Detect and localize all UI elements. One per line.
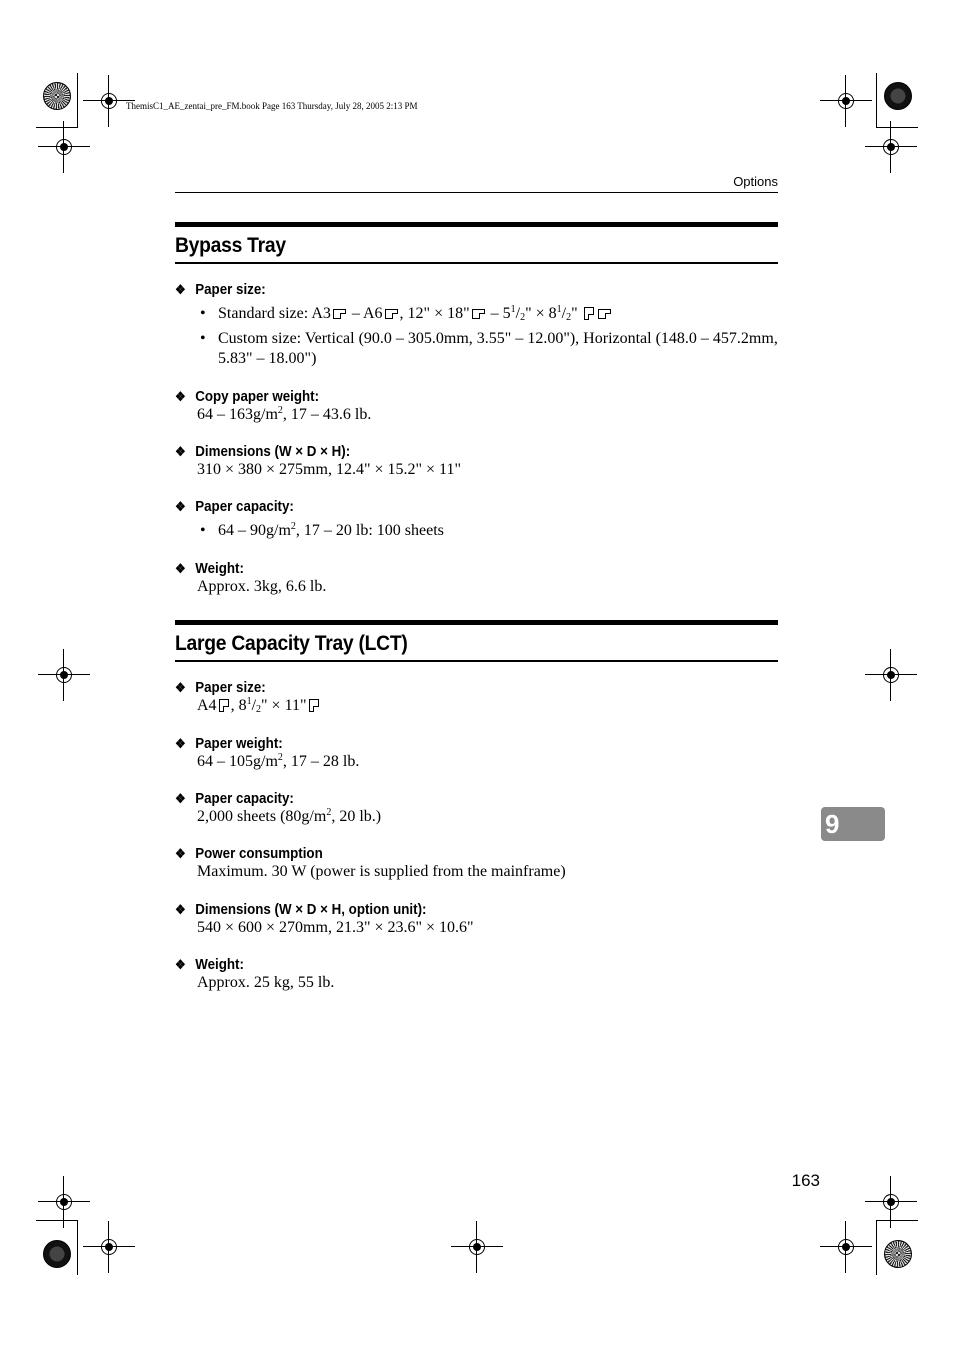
spec-dimensions: [175, 444, 778, 480]
crop-mark: [77, 1220, 78, 1275]
spec-heading: ❖ Weight:: [175, 561, 244, 577]
spec-paper-size: [175, 680, 778, 716]
diamond-bullet-icon: ❖: [175, 444, 186, 459]
crop-mark: [36, 127, 78, 128]
section-title: Large Capacity Tray (LCT): [175, 632, 408, 655]
spec-heading: ❖ Paper capacity:: [175, 791, 294, 807]
section-bypass-tray: [175, 222, 778, 264]
crop-mark: [77, 73, 78, 128]
diamond-bullet-icon: ❖: [175, 736, 186, 751]
spec-power-consumption: [175, 846, 778, 882]
spec-value: 540 × 600 × 270mm, 21.3" × 23.6" × 10.6": [197, 919, 474, 936]
running-header: Options: [733, 174, 778, 189]
print-slug: ThemisC1_AE_zentai_pre_FM.book Page 163 Thursday, July 28, 2005 2:13 PM: [126, 101, 418, 111]
crop-mark: [876, 1220, 877, 1275]
crop-mark: [876, 73, 877, 128]
list-item: • Standard size: A3 – A6 , 12" × 18" – $5^1/_2$" × $8^1/_2$": [175, 304, 778, 324]
landscape-paper-icon: [472, 309, 485, 319]
spec-dimensions: [175, 902, 778, 938]
registration-mark-icon: [881, 665, 901, 685]
registration-mark-icon: [881, 137, 901, 157]
section-title: Bypass Tray: [175, 234, 286, 257]
spec-paper-capacity: [175, 499, 778, 541]
diamond-bullet-icon: ❖: [175, 846, 186, 861]
portrait-paper-icon: [309, 699, 319, 712]
spec-value: 310 × 380 × 275mm, 12.4" × 15.2" × 11": [197, 461, 461, 478]
portrait-paper-icon: [219, 699, 229, 712]
spec-value: Approx. 3kg, 6.6 lb.: [197, 578, 327, 595]
spec-value: Maximum. 30 W (power is supplied from the mainframe): [197, 863, 566, 880]
spec-heading: ❖ Copy paper weight:: [175, 389, 320, 405]
spec-value: $64 - 163g/m^2$, 17 – 43.6 lb.: [197, 405, 372, 423]
spec-heading: ❖ Dimensions (W × D × H):: [175, 444, 351, 460]
list-item: • $64 - 90g/m^2$, 17 – 20 lb: 100 sheets: [200, 521, 444, 539]
spec-value: $64 - 105g/m^2$, 17 – 28 lb.: [197, 752, 360, 770]
registration-mark-icon: [467, 1237, 487, 1257]
spec-heading: ❖ Dimensions (W × D × H, option unit):: [175, 902, 427, 918]
registration-mark-icon: [836, 91, 856, 111]
spec-heading: ❖ Weight:: [175, 957, 244, 973]
registration-mark-icon: [54, 665, 74, 685]
landscape-paper-icon: [333, 309, 346, 319]
diamond-bullet-icon: ❖: [175, 680, 186, 695]
section-rule: [175, 262, 778, 264]
spec-heading: ❖ Paper size:: [175, 282, 266, 298]
diamond-bullet-icon: ❖: [175, 791, 186, 806]
spec-heading: ❖ Power consumption: [175, 846, 323, 862]
page-number: 163: [791, 1171, 820, 1190]
diamond-bullet-icon: ❖: [175, 282, 186, 297]
spec-value: Approx. 25 kg, 55 lb.: [197, 974, 335, 991]
landscape-paper-icon: [598, 309, 611, 319]
color-bar-icon: [43, 1240, 71, 1268]
spec-value: A4 , $8^1/_2$" × 11": [197, 696, 778, 716]
registration-mark-icon: [881, 1192, 901, 1212]
spec-paper-weight: [175, 736, 778, 772]
registration-mark-icon: [99, 91, 119, 111]
spec-value: 2,000 sheets ($80g/m^2$, 20 lb.): [197, 807, 382, 825]
registration-mark-icon: [836, 1237, 856, 1257]
diamond-bullet-icon: ❖: [175, 957, 186, 972]
crop-mark: [36, 1220, 78, 1221]
spec-heading: ❖ Paper capacity:: [175, 499, 294, 515]
spec-weight: [175, 957, 778, 993]
color-bar-icon: [884, 1240, 912, 1268]
section-rule: [175, 660, 778, 662]
crop-mark: [876, 1220, 918, 1221]
color-bar-icon: [43, 82, 71, 110]
diamond-bullet-icon: ❖: [175, 499, 186, 514]
chapter-tab: 9: [821, 807, 885, 841]
section-large-capacity-tray: [175, 620, 778, 662]
spec-paper-capacity: [175, 791, 778, 827]
registration-mark-icon: [99, 1237, 119, 1257]
spec-weight: [175, 561, 778, 597]
registration-mark-icon: [54, 137, 74, 157]
diamond-bullet-icon: ❖: [175, 902, 186, 917]
spec-heading: ❖ Paper size:: [175, 680, 266, 696]
header-divider: [175, 192, 778, 193]
color-bar-icon: [884, 82, 912, 110]
registration-mark-icon: [54, 1192, 74, 1212]
diamond-bullet-icon: ❖: [175, 389, 186, 404]
diamond-bullet-icon: ❖: [175, 561, 186, 576]
landscape-paper-icon: [385, 309, 398, 319]
spec-copy-paper-weight: [175, 389, 778, 425]
spec-paper-size: [175, 282, 778, 369]
crop-mark: [876, 127, 918, 128]
spec-heading: ❖ Paper weight:: [175, 736, 283, 752]
portrait-paper-icon: [584, 307, 594, 320]
list-item: • Custom size: Vertical (90.0 – 305.0mm, 3.55" – 12.00"), Horizontal (148.0 – 457.2mm, 5.83" – 18.00"): [200, 330, 778, 367]
